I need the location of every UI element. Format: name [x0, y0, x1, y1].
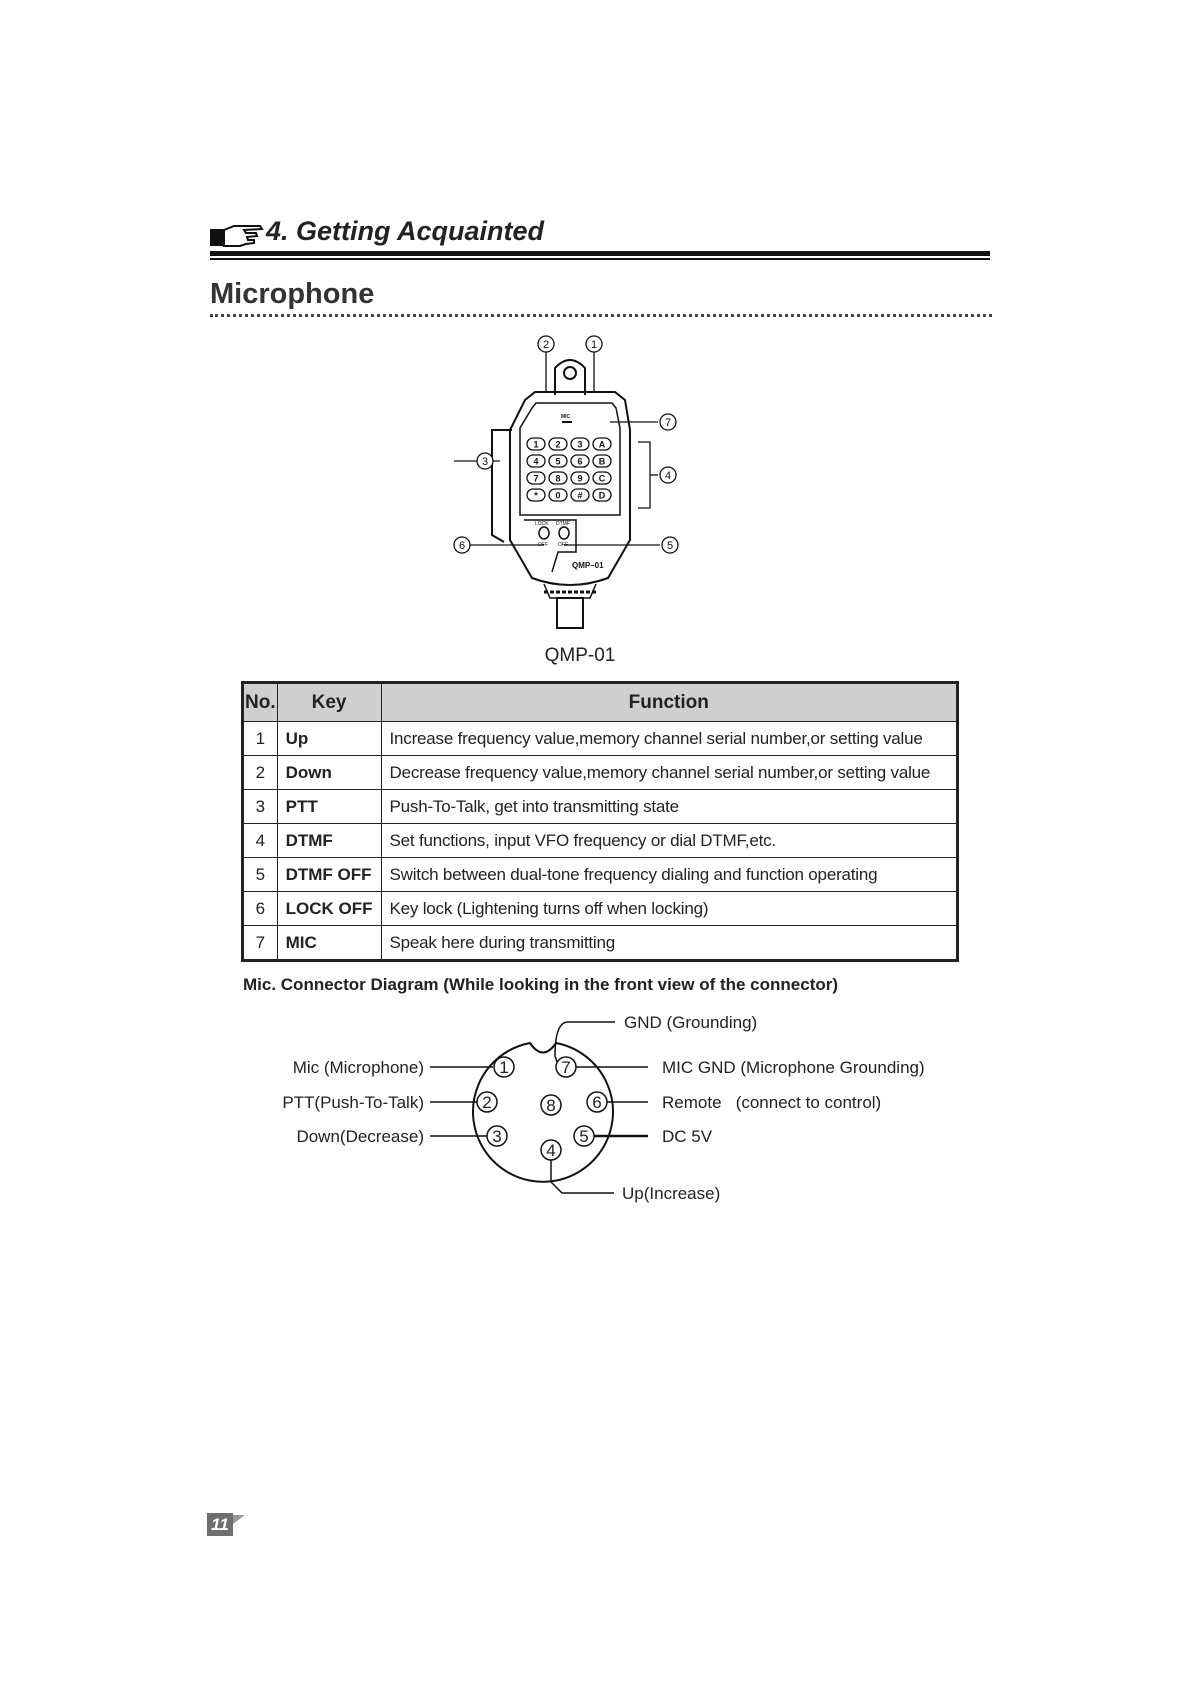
cable [557, 598, 583, 628]
keypad-key [527, 489, 545, 501]
dtmf-off-label: OFF [558, 542, 568, 548]
label-mic-gnd: MIC GND (Microphone Grounding) [662, 1058, 925, 1077]
dtmf-switch [559, 527, 569, 539]
pin-label: 5 [579, 1127, 589, 1146]
keypad-key-label: 1 [533, 439, 539, 450]
callout-4 [660, 467, 676, 483]
switch-panel [524, 520, 576, 572]
row-function: Switch between dual-tone frequency dialing and function operating [381, 858, 958, 892]
keypad-key [527, 455, 545, 467]
keypad-key [549, 438, 567, 450]
label-ptt: PTT(Push-To-Talk) [282, 1093, 424, 1112]
callout-label: 6 [458, 540, 466, 552]
keypad [527, 438, 611, 501]
keypad-key [571, 472, 589, 484]
callout-label: 2 [542, 339, 550, 351]
keypad-key [549, 472, 567, 484]
label-dc: DC 5V [662, 1127, 713, 1146]
row-function: Set functions, input VFO frequency or dial DTMF,etc. [381, 824, 958, 858]
row-function: Increase frequency value,memory channel serial number,or setting value [381, 722, 958, 756]
table-row [243, 858, 958, 892]
pin-label: 8 [546, 1096, 556, 1115]
pin-7 [556, 1057, 576, 1077]
keypad-key-label: 6 [577, 456, 583, 467]
keypad-key-label: B [598, 456, 606, 467]
callout-label: 1 [590, 339, 598, 351]
callout-7 [660, 414, 676, 430]
row-function: Key lock (Lightening turns off when locking) [381, 892, 958, 926]
callout-label: 3 [481, 456, 489, 468]
chapter-header [210, 215, 990, 263]
callout-3 [477, 453, 493, 469]
keypad-key-label: 5 [555, 456, 561, 467]
pin-label: 4 [546, 1141, 556, 1160]
keypad-key-label: C [598, 473, 606, 484]
keypad-key [571, 438, 589, 450]
header-function: Function [381, 683, 958, 722]
pointing-hand-icon [210, 221, 266, 251]
row-key: PTT [277, 790, 381, 824]
table-row [243, 824, 958, 858]
pin-4 [541, 1140, 561, 1160]
connector-pins [477, 1057, 607, 1160]
row-key: Down [277, 756, 381, 790]
keypad-key [527, 438, 545, 450]
pin-label: 6 [592, 1093, 602, 1112]
label-gnd: GND (Grounding) [624, 1013, 758, 1032]
row-function: Speak here during transmitting [381, 926, 958, 961]
keypad-key [549, 455, 567, 467]
dtmf-label: DTMF [556, 521, 570, 527]
keypad-key [593, 438, 611, 450]
lock-switch [539, 527, 549, 539]
label-mic: Mic (Microphone) [292, 1058, 424, 1077]
lock-label: LOCK [535, 521, 549, 527]
hanger-loop [555, 360, 585, 395]
hanger-hole [564, 367, 576, 379]
label-down: Down(Decrease) [296, 1127, 424, 1146]
keypad-key-label: 3 [577, 439, 583, 450]
label-up: Up(Increase) [622, 1184, 721, 1203]
table-header-row [243, 683, 958, 722]
pin-2 [477, 1092, 497, 1112]
pin-label: 3 [492, 1127, 502, 1146]
keypad-key [571, 489, 589, 501]
row-no: 1 [243, 722, 278, 756]
page-number: 11 [207, 1513, 233, 1536]
header-no: No. [243, 683, 278, 722]
mic-body [510, 392, 630, 585]
key-function-table [241, 681, 959, 962]
keypad-key [527, 472, 545, 484]
chapter-title: 4. Getting Acquainted [266, 216, 545, 246]
table-row [243, 722, 958, 756]
keypad-key-label: * [534, 490, 538, 501]
keypad-key [549, 489, 567, 501]
keypad-key-label: 8 [555, 473, 561, 484]
table-row [243, 926, 958, 961]
row-key: MIC [277, 926, 381, 961]
keypad-key-label: 2 [555, 439, 561, 450]
connector-diagram [250, 1010, 970, 1225]
pin-1 [494, 1057, 514, 1077]
callout-6 [454, 537, 470, 553]
chapter-rule-thin [210, 258, 990, 260]
microphone-figure [440, 330, 700, 630]
keypad-key-label: A [598, 439, 606, 450]
callout-2 [538, 336, 554, 352]
callout-label: 4 [664, 470, 672, 482]
row-function: Push-To-Talk, get into transmitting state [381, 790, 958, 824]
callout-1 [586, 336, 602, 352]
label-remote: Remote (connect to control) [662, 1093, 882, 1112]
pin-8 [541, 1095, 561, 1115]
row-no: 5 [243, 858, 278, 892]
keypad-key-label: # [577, 490, 583, 501]
pin-label: 7 [561, 1058, 571, 1077]
pin-label: 1 [499, 1058, 509, 1077]
header-key: Key [277, 683, 381, 722]
page-number-tab [233, 1515, 245, 1524]
keypad-key-label: 7 [533, 473, 539, 484]
keypad-key [571, 455, 589, 467]
pin-label: 2 [482, 1093, 492, 1112]
keypad-key [593, 472, 611, 484]
section-divider [210, 314, 992, 317]
row-key: Up [277, 722, 381, 756]
table-row [243, 756, 958, 790]
callout-label: 7 [664, 417, 672, 429]
keypad-key-label: 0 [555, 490, 561, 501]
chapter-rule-thick [210, 251, 990, 256]
row-no: 4 [243, 824, 278, 858]
lock-off-label: OFF [538, 542, 548, 548]
connector-title: Mic. Connector Diagram (While looking in the front view of the connector) [243, 975, 839, 994]
callout-label: 5 [666, 540, 674, 552]
row-no: 6 [243, 892, 278, 926]
row-no: 3 [243, 790, 278, 824]
mic-label: MIC [561, 414, 571, 420]
row-function: Decrease frequency value,memory channel serial number,or setting value [381, 756, 958, 790]
keypad-key-label: D [598, 490, 606, 501]
section-title: Microphone [210, 278, 375, 310]
pin-5 [574, 1126, 594, 1146]
row-key: DTMF [277, 824, 381, 858]
row-key: LOCK OFF [277, 892, 381, 926]
keypad-key [593, 489, 611, 501]
keypad-key [593, 455, 611, 467]
keypad-key-label: 4 [533, 456, 539, 467]
model-caption: QMP-01 [544, 645, 616, 666]
body-model-label: QMP–01 [572, 561, 604, 570]
row-no: 2 [243, 756, 278, 790]
table-row [243, 892, 958, 926]
keypad-key-label: 9 [577, 473, 583, 484]
table-row [243, 790, 958, 824]
pin-6 [587, 1092, 607, 1112]
row-key: DTMF OFF [277, 858, 381, 892]
pin-3 [487, 1126, 507, 1146]
row-no: 7 [243, 926, 278, 961]
callout-5 [662, 537, 678, 553]
